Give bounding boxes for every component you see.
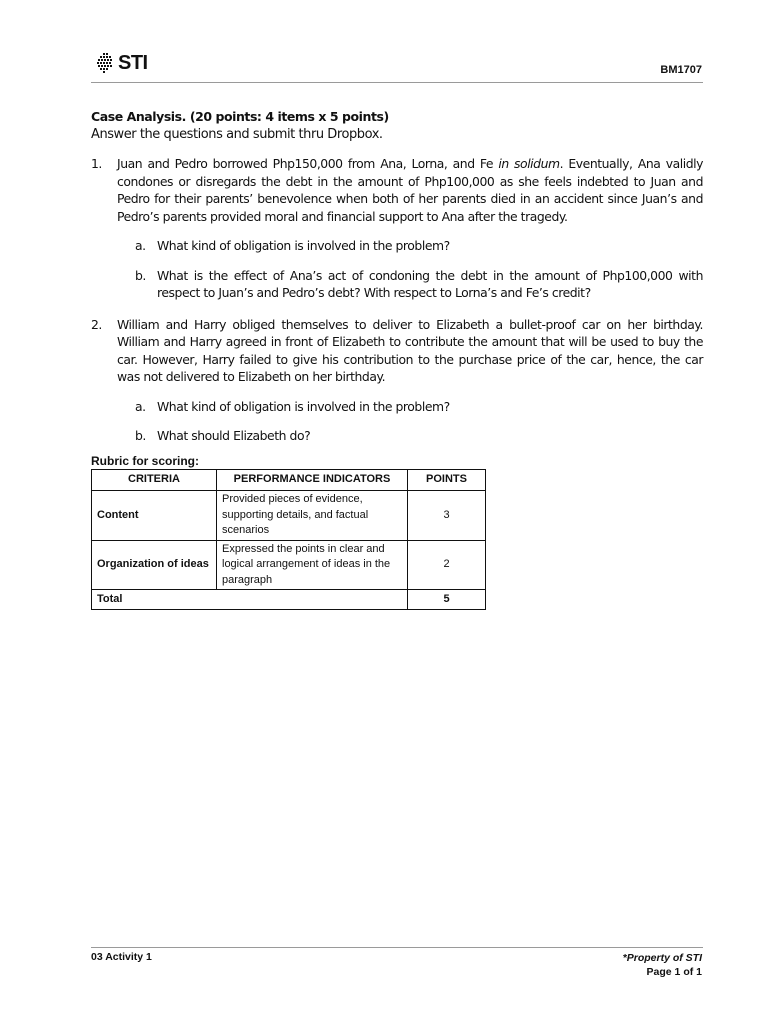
column-header-points: POINTS — [408, 470, 486, 491]
table-total-row — [92, 590, 486, 610]
question-text: William and Harry obliged themselves to deliver to Elizabeth a bullet-proof car on her birthday. William and Harry agreed in front of Elizabeth to contribute the amount that will be used to buy the car. However, Harry failed to give his contribution to the purchase price of the car, hence, the car was not delivered to Elizabeth on her birthday. — [117, 316, 703, 384]
sub-question-text: What kind of obligation is involved in the problem? — [157, 238, 450, 253]
rubric-table — [91, 469, 486, 610]
sti-globe-icon — [96, 52, 116, 74]
column-header-indicators: PERFORMANCE INDICATORS — [217, 470, 408, 491]
footer-divider — [91, 947, 703, 948]
column-header-criteria: CRITERIA — [92, 470, 217, 491]
sub-question-text: What kind of obligation is involved in the problem? — [157, 398, 450, 414]
question-2b — [135, 427, 703, 445]
footer-property-notice: *Property of STI — [622, 952, 702, 964]
question-number: 1. — [91, 156, 102, 171]
sub-question-letter: a. — [135, 238, 146, 253]
total-label: Total — [92, 590, 408, 610]
question-1a — [135, 237, 703, 255]
sub-question-text: What should Elizabeth do? — [157, 428, 311, 443]
rubric-title: Rubric for scoring: — [91, 454, 200, 468]
question-1b — [135, 267, 703, 302]
table-header-row — [92, 470, 486, 491]
points-cell: 2 — [408, 540, 486, 590]
document-code: BM1707 — [660, 64, 702, 76]
sub-question-letter: a. — [135, 398, 146, 414]
question-text — [117, 155, 703, 225]
question-text-part: Juan and Pedro borrowed Php150,000 from Ana, Lorna, and Fe — [117, 156, 499, 171]
points-cell: 3 — [408, 491, 486, 541]
question-number: 2. — [91, 316, 102, 332]
sub-question-letter: b. — [135, 267, 146, 283]
indicator-cell: Provided pieces of evidence, supporting details, and factual scenarios — [217, 491, 408, 541]
question-1 — [91, 155, 703, 225]
question-text-italic: in solidum — [498, 156, 560, 171]
table-row — [92, 491, 486, 541]
indicator-cell: Expressed the points in clear and logical arrangement of ideas in the paragraph — [217, 540, 408, 590]
criteria-cell: Content — [92, 491, 217, 541]
sti-logo — [96, 52, 148, 74]
footer-right — [623, 951, 702, 979]
sub-question-letter: b. — [135, 428, 146, 443]
sub-question-text: What is the effect of Ana’s act of condoning the debt in the amount of Php100,000 with respect to Juan’s and Pedro’s debt? With respect to Lorna’s and Fe’s credit? — [157, 267, 703, 300]
footer-activity-label: 03 Activity 1 — [91, 951, 152, 963]
question-2 — [91, 316, 703, 386]
document-body — [91, 108, 703, 445]
section-instructions: Answer the questions and submit thru Dropbox. — [91, 126, 383, 142]
logo-text: STI — [118, 52, 148, 74]
question-text-part: . Eventually, Ana validly condones or disregards the debt in the amount of Php100,000 as she feels indebted to Juan and Pedro for their parents’ benevolence when both of her parents died in an accident since Juan’s and Pedro’s parents provided moral and financial support to Ana after the tragedy. — [117, 156, 703, 224]
total-points: 5 — [408, 590, 486, 610]
footer-page-number: Page 1 of 1 — [646, 966, 702, 978]
question-2a — [135, 398, 703, 416]
table-row — [92, 540, 486, 590]
section-heading: Case Analysis. (20 points: 4 items x 5 points) — [91, 109, 389, 124]
header-divider — [91, 82, 703, 83]
criteria-cell: Organization of ideas — [92, 540, 217, 590]
